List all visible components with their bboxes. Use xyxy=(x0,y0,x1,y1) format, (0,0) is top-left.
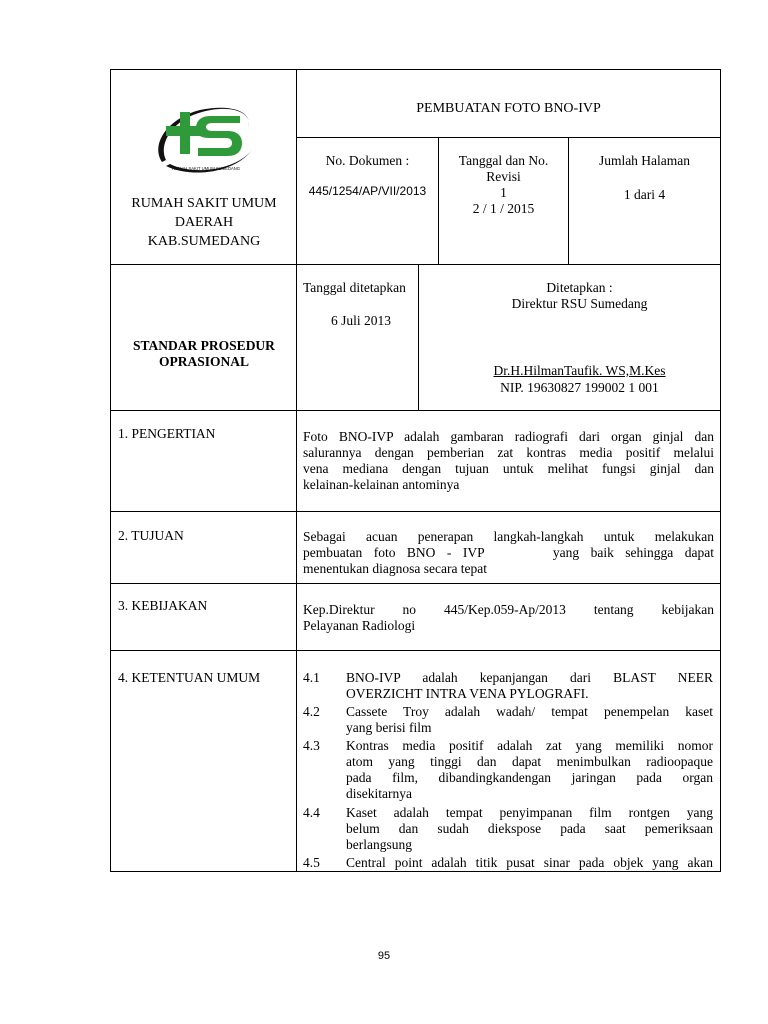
paragraph-line: Pelayanan Radiologi xyxy=(303,618,416,633)
set-by-position: Direktur RSU Sumedang xyxy=(511,296,648,311)
list-item xyxy=(346,704,713,736)
document-title: PEMBUATAN FOTO BNO-IVP xyxy=(416,101,601,116)
paragraph-line: vena mediana dengan tujuan untuk melihat fungsi ginjal dan xyxy=(303,461,714,476)
list-item-number: 4.2 xyxy=(303,704,320,719)
list-item-number: 4.1 xyxy=(303,670,320,685)
list-item-line: Kaset adalah tempat penyimpanan film rontgen yang xyxy=(346,805,713,820)
paragraph-line: Foto BNO-IVP adalah gambaran radiografi dari organ ginjal dan xyxy=(303,429,714,444)
paragraph-line: Sebagai acuan penerapan langkah-langkah untuk melakukan xyxy=(303,529,714,544)
revision-number: 1 xyxy=(500,185,507,200)
section-heading-ketentuan-umum: 4. KETENTUAN UMUM xyxy=(118,670,261,685)
doc-number-value: 445/1254/AP/VII/2013 xyxy=(308,184,427,198)
paragraph-line: Kep.Direktur no 445/Kep.059-Ap/2013 tentang kebijakan xyxy=(303,602,714,617)
page-number: 95 xyxy=(377,950,391,962)
section-heading-pengertian: 1. PENGERTIAN xyxy=(118,426,216,441)
paragraph-line: pembuatan foto BNO - IVP yang baik sehingga dapat xyxy=(303,545,714,560)
signer-name: Dr.H.HilmanTaufik. WS,M.Kes xyxy=(493,363,666,378)
revision-label xyxy=(439,153,568,217)
logo-text: RUMAH SAKIT UMUM SUMEDANG xyxy=(171,166,241,171)
set-by-label: Ditetapkan : xyxy=(546,280,613,295)
revision-label-line-1: Tanggal dan No. xyxy=(458,153,549,168)
section-heading-tujuan: 2. TUJUAN xyxy=(118,528,184,543)
list-item-line: atom yang tinggi dan dapat menimbulkan radioopaque xyxy=(346,754,713,769)
sop-label xyxy=(112,338,296,370)
section-body-kebijakan xyxy=(303,602,714,634)
list-item-line: Kontras media positif adalah zat yang memiliki nomor xyxy=(346,738,713,753)
list-item-line: BNO-IVP adalah kepanjangan dari BLAST NEER xyxy=(346,670,713,685)
list-item-line: pada film, dibandingkandengan jaringan pada organ xyxy=(346,770,713,785)
list-item-line: berlangsung xyxy=(346,837,412,852)
list-item-number: 4.3 xyxy=(303,738,320,753)
paragraph-line: menentukan diagnosa secara tepat xyxy=(303,561,488,576)
section-body-tujuan xyxy=(303,529,714,577)
list-item xyxy=(346,805,713,853)
list-item-line: yang berisi film xyxy=(346,720,432,735)
list-item xyxy=(346,855,713,871)
hospital-name-line-3: KAB.SUMEDANG xyxy=(147,234,261,249)
list-item xyxy=(346,738,713,802)
hospital-name-line-2: DAERAH xyxy=(174,215,234,230)
paragraph-line: kelainan-kelainan antominya xyxy=(303,477,460,492)
paragraph-line: salurannya dengan pemberian zat kontras media positif melalui xyxy=(303,445,714,460)
doc-number-label: No. Dokumen : xyxy=(325,153,410,168)
hospital-name-line-1: RUMAH SAKIT UMUM xyxy=(131,196,277,211)
pages-value: 1 dari 4 xyxy=(623,187,666,202)
revision-date: 2 / 1 / 2015 xyxy=(472,201,535,216)
date-set-value: 6 Juli 2013 xyxy=(331,313,392,328)
sop-label-line-1: STANDAR PROSEDUR xyxy=(133,338,275,353)
hospital-name xyxy=(112,194,296,251)
list-item xyxy=(346,670,713,702)
list-item-line: Cassete Troy adalah wadah/ tempat penempelan kaset xyxy=(346,704,713,719)
date-set-label: Tanggal ditetapkan xyxy=(303,280,406,295)
revision-label-line-2: Revisi xyxy=(486,169,521,184)
list-item-number: 4.4 xyxy=(303,805,320,820)
list-item-line: belum dan sudah diekspose pada saat pemeriksaan xyxy=(346,821,713,836)
section-heading-kebijakan: 3. KEBIJAKAN xyxy=(118,598,208,613)
sop-label-line-2: OPRASIONAL xyxy=(158,354,249,369)
signer-nip: NIP. 19630827 199002 1 001 xyxy=(500,380,659,395)
list-item-line: Central point adalah titik pusat sinar pada objek yang akan xyxy=(346,855,713,870)
hospital-logo xyxy=(150,100,260,180)
list-item-line: disekitarnya xyxy=(346,786,412,801)
list-item-line: OVERZICHT INTRA VENA PYLOGRAFI. xyxy=(346,686,589,701)
section-body-pengertian xyxy=(303,429,714,493)
pages-label: Jumlah Halaman xyxy=(598,153,691,168)
list-item-number: 4.5 xyxy=(303,855,320,870)
